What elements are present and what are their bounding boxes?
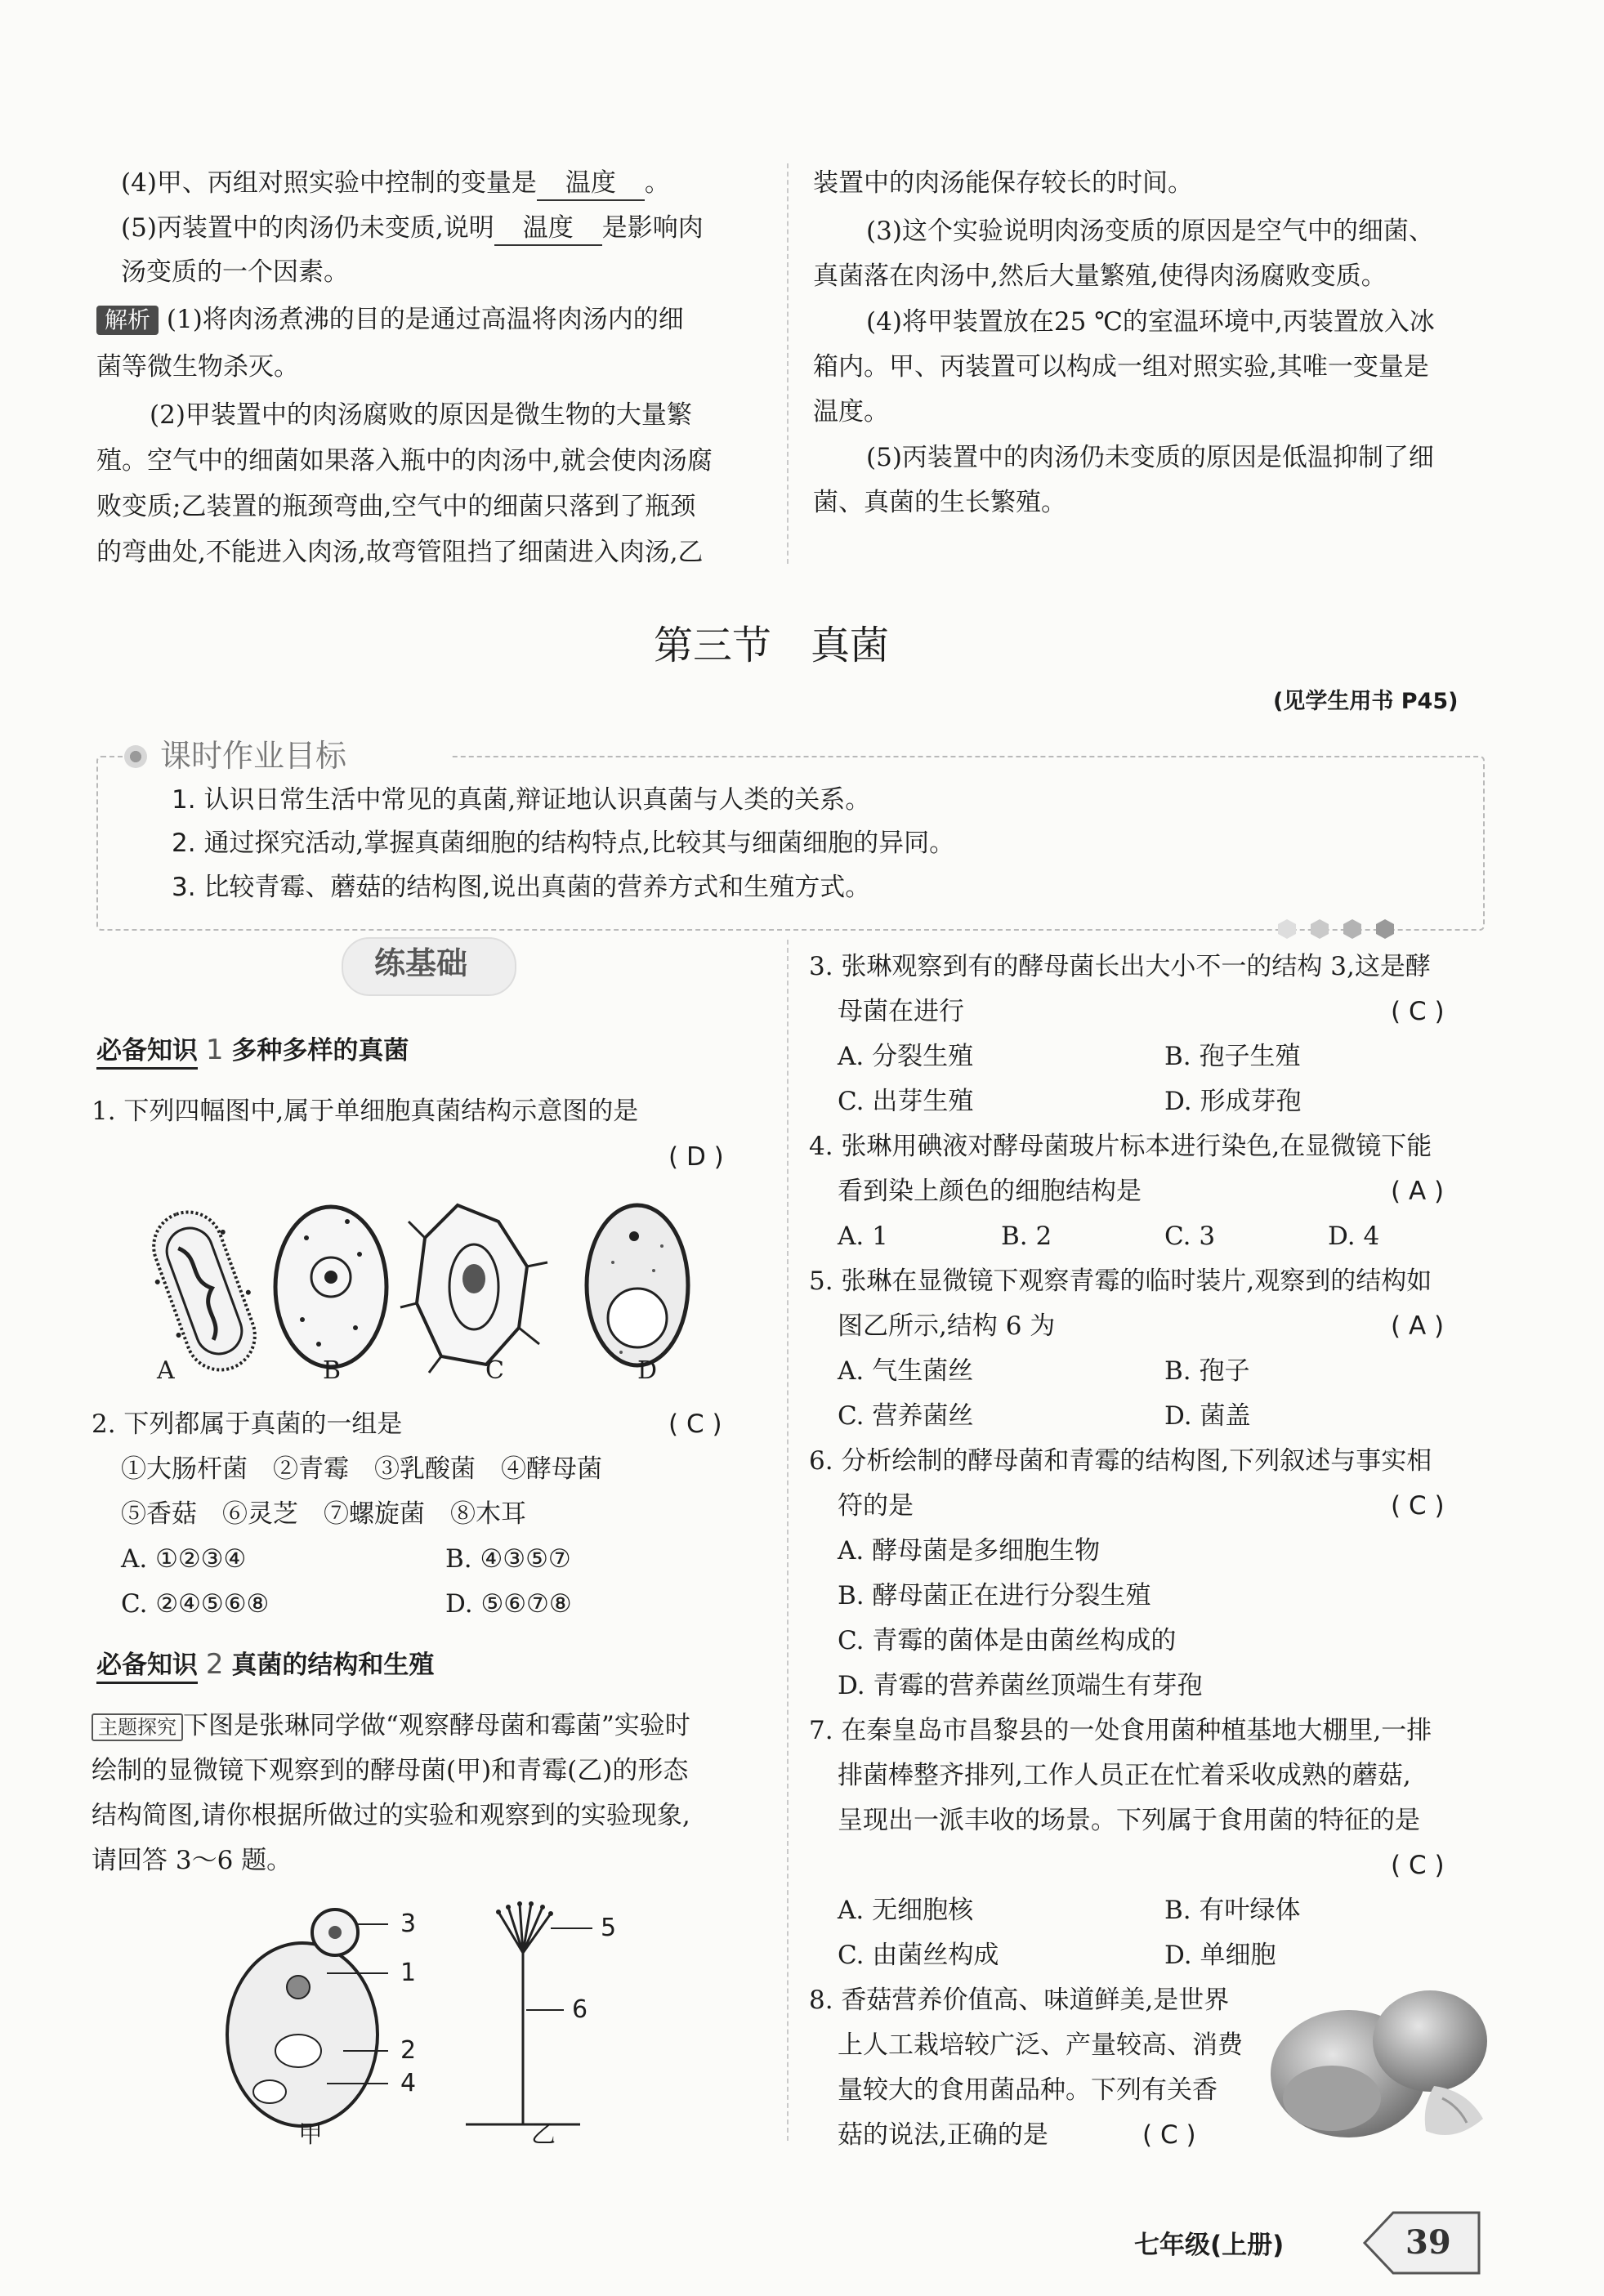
- q1-answer: ( D ): [668, 1142, 724, 1172]
- q7-option-a: A. 无细胞核: [838, 1896, 974, 1925]
- fig-label-2: 2: [400, 2036, 417, 2065]
- q8-line1: 8. 香菇营养价值高、味道鲜美,是世界: [809, 1986, 1230, 2015]
- q6-option-d: D. 青霉的营养菌丝顶端生有芽孢: [838, 1671, 1203, 1700]
- right-line-2: (3)这个实验说明肉汤变质的原因是空气中的细菌、: [866, 217, 1434, 246]
- page-number: 39: [1405, 2223, 1451, 2262]
- analysis-line-6: 的弯曲处,不能进入肉汤,故弯管阻挡了细菌进入肉汤,乙: [96, 538, 704, 567]
- q3-option-a: A. 分裂生殖: [838, 1042, 974, 1071]
- q8-line4: 菇的说法,正确的是: [838, 2120, 1048, 2150]
- right-line-1: 装置中的肉汤能保存较长的时间。: [813, 168, 1193, 198]
- q6-line2: 符的是: [838, 1491, 914, 1521]
- fig-label-yi: 乙: [531, 2120, 556, 2149]
- reference-label: (见学生用书 P45): [1273, 689, 1459, 714]
- analysis-line-3: (2)甲装置中的肉汤腐败的原因是微生物的大量繁: [150, 400, 692, 430]
- section-title: 第三节 真菌: [654, 623, 890, 668]
- goals-heading: 课时作业目标: [160, 738, 347, 774]
- knowledge-heading-1: 必备知识 1 多种多样的真菌: [96, 1034, 409, 1070]
- q4-line2: 看到染上颜色的细胞结构是: [838, 1177, 1142, 1206]
- goal-item-2: 2. 通过探究活动,掌握真菌细胞的结构特点,比较其与细菌细胞的异同。: [172, 829, 955, 858]
- right-line-7: (5)丙装置中的肉汤仍未变质的原因是低温抑制了细: [866, 443, 1434, 472]
- q7-answer: ( C ): [1391, 1851, 1445, 1880]
- explore-line-4: 请回答 3～6 题。: [92, 1846, 293, 1875]
- q2-text: 2. 下列都属于真菌的一组是: [92, 1409, 403, 1439]
- q7-line2: 排菌棒整齐排列,工作人员正在忙着采收成熟的蘑菇,: [838, 1761, 1411, 1790]
- q1-text: 1. 下列四幅图中,属于单细胞真菌结构示意图的是: [92, 1097, 639, 1126]
- bullet-icon: [124, 745, 147, 768]
- fig-label-1: 1: [400, 1959, 417, 1987]
- fig-label-6: 6: [572, 1995, 588, 2024]
- q2-option-b: B. ④③⑤⑦: [445, 1544, 571, 1574]
- q4-answer: ( A ): [1391, 1177, 1445, 1206]
- q1-label-a: A: [157, 1356, 175, 1385]
- right-line-3: 真菌落在肉汤中,然后大量繁殖,使得肉汤腐败变质。: [813, 261, 1387, 291]
- q2-answer: ( C ): [668, 1409, 722, 1439]
- grade-label: 七年级(上册): [1134, 2231, 1285, 2260]
- mushroom-image: [1258, 1976, 1495, 2167]
- q5-option-c: C. 营养菌丝: [838, 1401, 974, 1431]
- right-line-5: 箱内。甲、丙装置可以构成一组对照实验,其唯一变量是: [813, 352, 1429, 382]
- q8-line3: 量较大的食用菌品种。下列有关香: [838, 2075, 1218, 2105]
- q4-option-d: D. 4: [1328, 1222, 1380, 1251]
- q7-option-c: C. 由菌丝构成: [838, 1941, 999, 1970]
- cell-diagrams-icon: [114, 1189, 719, 1401]
- fig-label-3: 3: [400, 1910, 417, 1938]
- analysis-line-1: 解析 (1)将肉汤煮沸的目的是通过高温将肉汤内的细: [96, 303, 684, 336]
- q3-option-d: D. 形成芽孢: [1164, 1087, 1302, 1116]
- q1-label-b: B: [323, 1356, 342, 1385]
- q5-option-b: B. 孢子: [1164, 1356, 1250, 1386]
- explore-line-2: 绘制的显微镜下观察到的酵母菌(甲)和青霉(乙)的形态: [92, 1756, 689, 1785]
- right-line-8: 菌、真菌的生长繁殖。: [813, 488, 1066, 517]
- column-divider-bottom: [787, 940, 789, 2141]
- fig-label-jia: 甲: [298, 2120, 323, 2149]
- q6-answer: ( C ): [1391, 1491, 1445, 1521]
- q7-line1: 7. 在秦皇岛市昌黎县的一处食用菌种植基地大棚里,一排: [809, 1716, 1432, 1745]
- answer-blank: 温度: [537, 167, 645, 201]
- decorative-dots-icon: [1276, 918, 1399, 943]
- q3-line2: 母菌在进行: [838, 997, 964, 1026]
- q5-line2: 图乙所示,结构 6 为: [838, 1311, 1056, 1341]
- q1-label-c: C: [485, 1356, 504, 1385]
- mushroom-icon: [1258, 1976, 1495, 2164]
- analysis-line-2: 菌等微生物杀灭。: [96, 352, 299, 382]
- explore-tag: 主题探究: [92, 1713, 183, 1741]
- q5-answer: ( A ): [1391, 1311, 1445, 1341]
- q5-line1: 5. 张琳在显微镜下观察青霉的临时装片,观察到的结构如: [809, 1266, 1432, 1296]
- knowledge-heading-2: 必备知识 2 真菌的结构和生殖: [96, 1648, 434, 1684]
- q2-option-d: D. ⑤⑥⑦⑧: [445, 1589, 572, 1619]
- q7-option-d: D. 单细胞: [1164, 1941, 1276, 1970]
- q5-option-a: A. 气生菌丝: [838, 1356, 974, 1386]
- q4-previous: (4)甲、丙组对照实验中控制的变量是 温度 。: [121, 167, 670, 201]
- goal-item-3: 3. 比较青霉、蘑菇的结构图,说出真菌的营养方式和生殖方式。: [172, 873, 871, 902]
- q2-options-row1: ①大肠杆菌 ②青霉 ③乳酸菌 ④酵母菌: [121, 1454, 602, 1484]
- right-line-4: (4)将甲装置放在25 ℃的室温环境中,丙装置放入冰: [866, 307, 1435, 337]
- q8-answer: ( C ): [1142, 2120, 1196, 2150]
- analysis-label: 解析: [96, 306, 159, 335]
- q2-option-c: C. ②④⑤⑥⑧: [121, 1589, 270, 1619]
- column-divider: [787, 163, 789, 564]
- q7-line3: 呈现出一派丰收的场景。下列属于食用菌的特征的是: [838, 1806, 1420, 1835]
- q5-option-d: D. 菌盖: [1164, 1401, 1251, 1431]
- q2-option-a: A. ①②③④: [121, 1544, 247, 1574]
- q4-option-a: A. 1: [838, 1222, 888, 1251]
- q7-option-b: B. 有叶绿体: [1164, 1896, 1301, 1925]
- right-line-6: 温度。: [813, 397, 889, 427]
- q8-line2: 上人工栽培较广泛、产量较高、消费: [838, 2030, 1243, 2060]
- q3-line1: 3. 张琳观察到有的酵母菌长出大小不一的结构 3,这是酵: [809, 952, 1431, 981]
- q3-option-b: B. 孢子生殖: [1164, 1042, 1301, 1071]
- q1-label-d: D: [637, 1356, 658, 1385]
- q6-option-c: C. 青霉的菌体是由菌丝构成的: [838, 1626, 1177, 1655]
- fig-label-5: 5: [601, 1914, 617, 1942]
- q6-option-a: A. 酵母菌是多细胞生物: [838, 1536, 1101, 1566]
- analysis-line-4: 殖。空气中的细菌如果落入瓶中的肉汤中,就会使肉汤腐: [96, 446, 713, 476]
- fig-label-4: 4: [400, 2069, 417, 2097]
- practice-label: 练基础: [374, 945, 468, 981]
- q4-option-c: C. 3: [1164, 1222, 1216, 1251]
- q2-options-row2: ⑤香菇 ⑥灵芝 ⑦螺旋菌 ⑧木耳: [121, 1499, 526, 1529]
- goal-item-1: 1. 认识日常生活中常见的真菌,辩证地认识真菌与人类的关系。: [172, 785, 871, 815]
- explore-line-3: 结构简图,请你根据所做过的实验和观察到的实验现象,: [92, 1801, 690, 1830]
- q1-figure: [114, 1189, 719, 1405]
- q4-option-b: B. 2: [1001, 1222, 1052, 1251]
- q5-line2: 汤变质的一个因素。: [121, 257, 349, 287]
- answer-blank: 温度: [494, 212, 602, 246]
- explore-line-1: 主题探究 下图是张琳同学做“观察酵母菌和霉菌”实验时: [92, 1709, 690, 1742]
- analysis-line-5: 败变质;乙装置的瓶颈弯曲,空气中的细菌只落到了瓶颈: [96, 492, 696, 521]
- q5-previous: (5)丙装置中的肉汤仍未变质,说明 温度 是影响肉: [121, 212, 704, 246]
- q4-line1: 4. 张琳用碘液对酵母菌玻片标本进行染色,在显微镜下能: [809, 1132, 1432, 1161]
- q3-answer: ( C ): [1391, 997, 1445, 1026]
- q6-option-b: B. 酵母菌正在进行分裂生殖: [838, 1581, 1151, 1610]
- q6-line1: 6. 分析绘制的酵母菌和青霉的结构图,下列叙述与事实相: [809, 1446, 1432, 1476]
- q3-option-c: C. 出芽生殖: [838, 1087, 974, 1116]
